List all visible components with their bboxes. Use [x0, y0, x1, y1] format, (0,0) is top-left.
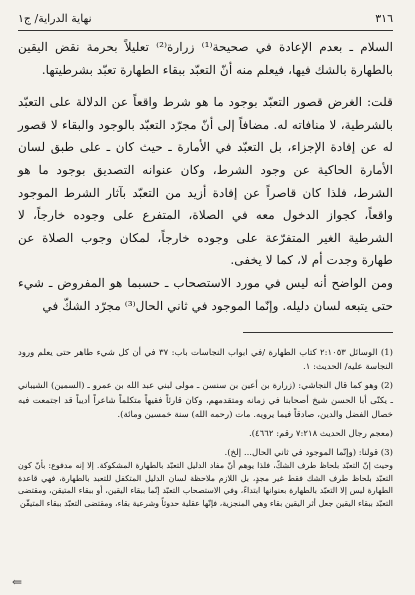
- footnote: (1) الوسائل ٢:١٠٥٣ كتاب الطهارة /في ابواب النجاسات باب: ٣٧ في أن كل شيء طاهر حتى يعلم ورود النجاسة عليه/ الحديث: ١.: [18, 348, 393, 373]
- body-paragraph: قلت: الغرض قصور التعبّد بوجود ما هو شرط واقعاً عن الدلالة على التعبّد بالشرطية، لا منافاته له. مضافاً إلى أنّ مجرّد التعبّد بالوجود والبقاء لا قصور له عن إفادة الإجزاء، بل التعبّد في الأمارة ـ حيث كان ـ على طبق لسان الأمارة الحاكية عن وجود الشرط، وكان عنوانه التصديق بوجود ما هو الشرط، فلذا كان قاصراً عن إفادة أزيد من التعبّد بآثار الشرط الموجود واقعاً، كجواز الدخول معه في الصلاة، المتفرع على وجوده خارجاً، لا الشرطية الغير المتفرّعة على وجوده خارجاً، لمكان وجوب الصلاة عن طهارة وجدت أم لا، كما لا يخفى.: [18, 95, 393, 268]
- running-title: نهاية الدراية/ ج١: [18, 11, 92, 25]
- body-paragraph: ومن الواضح أنه ليس في مورد الاستصحاب ـ حسبما هو المفروض ـ شيء حتى يتبعه لسان دليله. وإنّما الموجود في ثاني الحال⁽³⁾ مجرّد الشكّ في: [18, 275, 393, 313]
- footnote-reference: (معجم رجال الحديث ٧:٢١٨ رقم: ٤٦٦٢).: [248, 429, 393, 440]
- footnote-separator: [243, 332, 393, 333]
- header-rule: [18, 30, 393, 31]
- footnote: (3) قولنا: (وإنّما الموجود في ثاني الحال... إلخ).: [224, 448, 393, 459]
- page-header: [18, 10, 393, 26]
- footnotes: [18, 346, 393, 510]
- main-text: [18, 36, 393, 317]
- page-number: ٣١٦: [375, 11, 393, 25]
- footnote-commentary: وحيث إنّ التعبّد بلحاظ طرف الشكّ، فلذا يوهم أنّ مفاد الدليل التعبّد بالطهارة المشكوكة. إلا إنه مدفوع: بأنّ كون التعبّد بلحاظ طرف الشك فقط غير مجدٍ، بل اللازم ملاحظة لسان الدليل المتكفل للتعبد بالطهارة، فهي قاعدة الطهارة ليس إلا التعبّد بالطهارة بعنوانها ابتداءً، وفي الاستصحاب التعبّد إنّما ببقاء اليقين، أو ببقاء المتيقن، ومقتضى التعبّد ببقاء اليقين جعل أثر اليقين بقاء وهي المنجزية، فإنّها عقلية حدوثاً وشرعية بقاء، ومقتضى التعبّد ببقاء المتيقّن: [18, 461, 393, 508]
- continue-arrow-icon: ⇐: [12, 575, 23, 589]
- footnote: (2) وهو كما قال النجاشي: (زرارة بن أعين بن سنسن ـ مولى لبني عبد الله بن عمرو ـ (السمين) الشيباني ـ يكنّى أبا الحسن شيخ أصحابنا في زمانه ومتقدمهم، وكان قارئاً فقيهاً متكلماً شاعراً أديباً قد اجتمعت فيه خصال الفضل والدين، صادقاً فيما يرويه. مات (رحمه الله) سنة خمسين ومائة).: [18, 381, 393, 420]
- body-paragraph: السلام ـ بعدم الإعادة في صحيحة⁽¹⁾ زرارة⁽²⁾ تعليلاً بحرمة نقض اليقين بالطهارة بالشك فيها، فيعلم منه أنّ التعبّد ببقاء الطهارة تعبّد بشرطيتها.: [18, 40, 393, 77]
